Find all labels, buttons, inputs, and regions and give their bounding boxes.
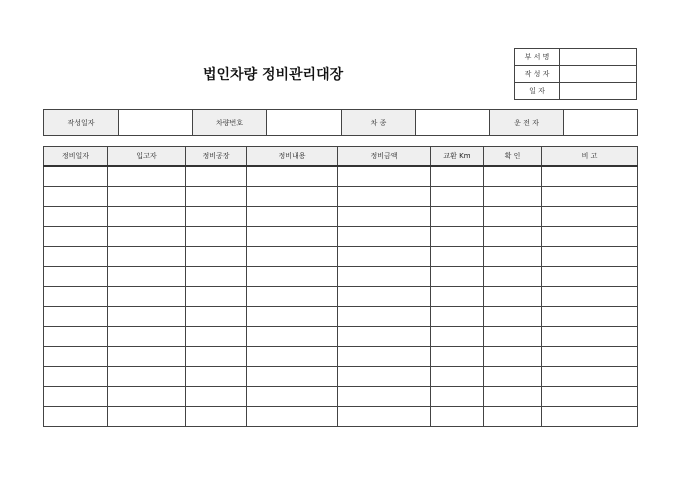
table-cell[interactable]: [431, 367, 484, 387]
table-cell[interactable]: [186, 187, 247, 207]
table-cell[interactable]: [247, 247, 338, 267]
table-cell[interactable]: [108, 387, 186, 407]
date-field[interactable]: [560, 83, 637, 100]
approval-row: [515, 83, 637, 100]
table-cell[interactable]: [431, 327, 484, 347]
table-cell[interactable]: [108, 327, 186, 347]
table-cell[interactable]: [542, 227, 638, 247]
column-header-service-details: 정비내용: [247, 147, 338, 167]
table-cell[interactable]: [108, 307, 186, 327]
column-header-replacement-km: 교환 Km: [431, 147, 484, 167]
table-cell[interactable]: [431, 387, 484, 407]
table-cell[interactable]: [44, 247, 108, 267]
table-cell[interactable]: [542, 247, 638, 267]
table-cell[interactable]: [338, 367, 431, 387]
table-cell[interactable]: [431, 287, 484, 307]
table-cell[interactable]: [338, 207, 431, 227]
table-cell[interactable]: [431, 187, 484, 207]
maintenance-records-table: [43, 146, 638, 427]
table-cell[interactable]: [108, 247, 186, 267]
table-cell[interactable]: [484, 267, 542, 287]
author-field[interactable]: [560, 66, 637, 83]
table-cell[interactable]: [484, 287, 542, 307]
vehicle-model-field[interactable]: [416, 110, 490, 136]
table-cell[interactable]: [186, 267, 247, 287]
table-cell[interactable]: [247, 187, 338, 207]
table-row: [44, 267, 638, 287]
table-cell[interactable]: [431, 227, 484, 247]
table-cell[interactable]: [108, 267, 186, 287]
plate-number-label: 차량번호: [193, 110, 267, 136]
table-cell[interactable]: [542, 207, 638, 227]
department-label: 부 서 명: [515, 49, 560, 66]
table-cell[interactable]: [44, 387, 108, 407]
table-cell[interactable]: [484, 227, 542, 247]
table-cell[interactable]: [186, 387, 247, 407]
table-row: [44, 166, 638, 187]
table-cell[interactable]: [484, 247, 542, 267]
table-cell[interactable]: [186, 307, 247, 327]
table-cell[interactable]: [338, 347, 431, 367]
table-cell[interactable]: [247, 407, 338, 427]
table-row: [44, 327, 638, 347]
table-row: [44, 387, 638, 407]
table-cell[interactable]: [108, 407, 186, 427]
driver-field[interactable]: [564, 110, 638, 136]
table-cell[interactable]: [44, 227, 108, 247]
table-row: [44, 367, 638, 387]
table-cell[interactable]: [108, 287, 186, 307]
table-cell[interactable]: [431, 207, 484, 227]
table-row: [44, 407, 638, 427]
date-label: 일 자: [515, 83, 560, 100]
table-cell[interactable]: [542, 287, 638, 307]
table-row: [44, 227, 638, 247]
table-cell[interactable]: [542, 267, 638, 287]
column-header-confirmation: 확 인: [484, 147, 542, 167]
table-cell[interactable]: [484, 367, 542, 387]
table-cell[interactable]: [186, 247, 247, 267]
table-cell[interactable]: [431, 407, 484, 427]
table-cell[interactable]: [186, 367, 247, 387]
table-cell[interactable]: [247, 367, 338, 387]
table-cell[interactable]: [484, 347, 542, 367]
driver-label: 운 전 자: [490, 110, 564, 136]
table-cell[interactable]: [44, 327, 108, 347]
table-cell[interactable]: [44, 407, 108, 427]
table-cell[interactable]: [247, 327, 338, 347]
author-label: 작 성 자: [515, 66, 560, 83]
table-cell[interactable]: [108, 367, 186, 387]
table-cell[interactable]: [44, 207, 108, 227]
table-cell[interactable]: [542, 367, 638, 387]
table-cell[interactable]: [431, 166, 484, 187]
table-cell[interactable]: [484, 387, 542, 407]
table-cell[interactable]: [186, 407, 247, 427]
table-row: [44, 347, 638, 367]
table-cell[interactable]: [338, 247, 431, 267]
table-cell[interactable]: [338, 287, 431, 307]
table-cell[interactable]: [542, 327, 638, 347]
table-cell[interactable]: [44, 187, 108, 207]
header-row: [44, 147, 638, 167]
table-cell[interactable]: [186, 207, 247, 227]
table-cell[interactable]: [542, 407, 638, 427]
table-cell[interactable]: [44, 367, 108, 387]
table-cell[interactable]: [542, 307, 638, 327]
table-cell[interactable]: [108, 166, 186, 187]
table-row: [44, 247, 638, 267]
table-cell[interactable]: [431, 247, 484, 267]
table-cell[interactable]: [484, 187, 542, 207]
table-cell[interactable]: [108, 207, 186, 227]
column-header-remarks: 비 고: [542, 147, 638, 167]
table-cell[interactable]: [108, 347, 186, 367]
table-cell[interactable]: [484, 307, 542, 327]
table-cell[interactable]: [186, 287, 247, 307]
table-row: [44, 287, 638, 307]
table-cell[interactable]: [338, 307, 431, 327]
approval-row: [515, 49, 637, 66]
table-cell[interactable]: [247, 307, 338, 327]
table-cell[interactable]: [542, 166, 638, 187]
table-cell[interactable]: [44, 307, 108, 327]
table-cell[interactable]: [542, 387, 638, 407]
table-cell[interactable]: [108, 227, 186, 247]
table-cell[interactable]: [44, 347, 108, 367]
table-cell[interactable]: [338, 407, 431, 427]
table-cell[interactable]: [338, 227, 431, 247]
table-cell[interactable]: [431, 267, 484, 287]
department-field[interactable]: [560, 49, 637, 66]
table-cell[interactable]: [186, 327, 247, 347]
table-row: [44, 187, 638, 207]
column-header-repair-shop: 정비공장: [186, 147, 247, 167]
approval-box: [514, 48, 637, 100]
table-cell[interactable]: [186, 166, 247, 187]
table-cell[interactable]: [44, 287, 108, 307]
plate-number-field[interactable]: [267, 110, 342, 136]
table-cell[interactable]: [338, 387, 431, 407]
table-cell[interactable]: [484, 166, 542, 187]
column-header-service-cost: 정비금액: [338, 147, 431, 167]
table-row: [44, 307, 638, 327]
table-cell[interactable]: [247, 287, 338, 307]
table-cell[interactable]: [484, 327, 542, 347]
table-cell[interactable]: [338, 267, 431, 287]
table-cell[interactable]: [542, 347, 638, 367]
table-cell[interactable]: [247, 227, 338, 247]
table-cell[interactable]: [247, 166, 338, 187]
table-cell[interactable]: [108, 187, 186, 207]
table-cell[interactable]: [44, 166, 108, 187]
table-cell[interactable]: [484, 207, 542, 227]
table-cell[interactable]: [247, 387, 338, 407]
written-date-label: 작성일자: [44, 110, 119, 136]
table-cell[interactable]: [186, 227, 247, 247]
table-cell[interactable]: [44, 267, 108, 287]
table-cell[interactable]: [542, 187, 638, 207]
table-cell[interactable]: [338, 327, 431, 347]
table-cell[interactable]: [247, 347, 338, 367]
table-cell[interactable]: [247, 207, 338, 227]
table-cell[interactable]: [484, 407, 542, 427]
vehicle-model-label: 차 종: [342, 110, 416, 136]
table-row: [44, 207, 638, 227]
written-date-field[interactable]: [119, 110, 193, 136]
approval-row: [515, 66, 637, 83]
column-header-dropped-off-by: 입고자: [108, 147, 186, 167]
vehicle-info-bar: [43, 109, 638, 136]
table-cell[interactable]: [338, 166, 431, 187]
table-cell[interactable]: [431, 347, 484, 367]
document-title: 법인차량 정비관리대장: [203, 67, 344, 83]
column-header-service-date: 정비일자: [44, 147, 108, 167]
table-cell[interactable]: [431, 307, 484, 327]
table-cell[interactable]: [186, 347, 247, 367]
table-cell[interactable]: [247, 267, 338, 287]
table-cell[interactable]: [338, 187, 431, 207]
